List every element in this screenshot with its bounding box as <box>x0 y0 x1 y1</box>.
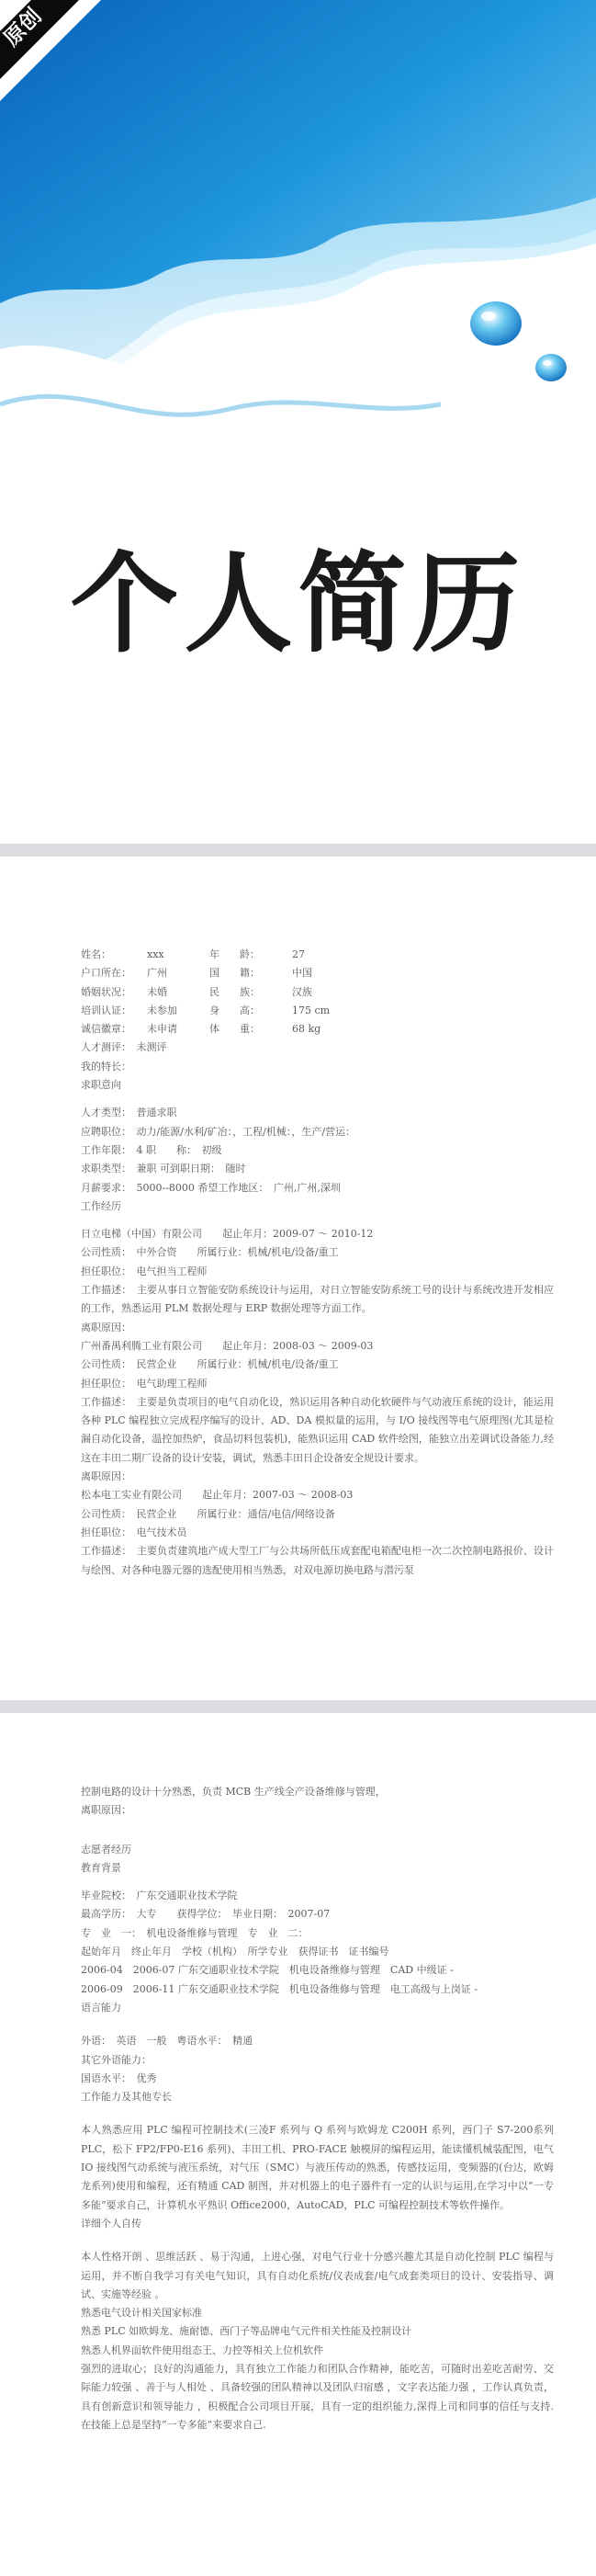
original-badge <box>0 0 101 101</box>
volunteer-title: 志愿者经历 <box>81 1843 131 1855</box>
basic-info-value: 汉族 <box>292 985 312 998</box>
job-reason: 离职原因： <box>81 1470 131 1483</box>
language-list <box>81 2032 554 2088</box>
closing-paragraph: 强烈的进取心；良好的沟通能力，具有独立工作能力和团队合作精神，能吃苦，可随时出差吃苦耐劳、交际能力较强 、善于与人相处 、具备较强的团队精神以及团队归宿感 ，文字表达能力强 ，工作认真负责，具有创新意识和领导能力 ，积极配合公司项目开展，具有一定的组织能力,深得上司和同事的信任与支持.在技能上总是坚持“一专多能”来要求自己. <box>81 2363 554 2431</box>
basic-info-value: xxx <box>147 948 164 960</box>
intention-title: 求职意向 <box>81 1079 121 1092</box>
basic-info-value: 未婚 <box>147 985 167 998</box>
resume-body-2 <box>81 946 554 1580</box>
job-entry <box>81 1225 554 1337</box>
job-nature: 公司性质： 中外合资 所属行业：机械/机电/设备/重工 <box>81 1246 339 1259</box>
intention-list <box>81 1104 554 1197</box>
jobs-list <box>81 1225 554 1580</box>
education-item: 2006-04 2006-07 广东交通职业技术学院 机电设备维修与管理 CAD 中级证 - <box>81 1964 454 1977</box>
language-item: 国语水平： 优秀 <box>81 2071 157 2084</box>
basic-info-row <box>81 1002 554 1020</box>
education-title: 教育背景 <box>81 1861 121 1874</box>
resume-page-3 <box>0 1713 596 2576</box>
tail-line: 熟悉电气设计相关国家标准 <box>81 2307 202 2320</box>
basic-info-label: 民 族： <box>209 985 260 998</box>
basic-info-label: 婚姻状况： <box>81 985 131 998</box>
resume-body-3 <box>81 1783 554 2434</box>
education-item: 2006-09 2006-11 广东交通职业技术学院 机电设备维修与管理 电工高级与上岗证 - <box>81 1982 478 1995</box>
water-drop-large <box>470 301 522 346</box>
job-position: 担任职位： 电气助理工程师 <box>81 1377 208 1390</box>
intention-item: 月薪要求： 5000--8000 希望工作地区： 广州,广州,深圳 <box>81 1181 341 1194</box>
basic-info-label: 身 高： <box>209 1004 260 1016</box>
intention-item: 人才类型： 普通求职 <box>81 1106 177 1119</box>
language-item: 外语： 英语 一般 粤语水平： 精通 <box>81 2035 253 2048</box>
skills-title: 工作能力及其他专长 <box>81 2091 172 2104</box>
intention-item: 应聘职位： 动力/能源/水利/矿冶：，工程/机械：，生产/营运： <box>81 1125 356 1138</box>
job-head: 日立电梯（中国）有限公司 起止年月：2009-07 ～ 2010-12 <box>81 1228 374 1241</box>
continuation-text: 控制电路的设计十分熟悉，负责 MCB 生产线全产设备维修与管理， <box>81 1786 386 1798</box>
job-entry <box>81 1337 554 1486</box>
resume-page-2 <box>0 857 596 1700</box>
self-intro-title: 详细个人自传 <box>81 2217 141 2230</box>
original-badge-text: 原创 <box>0 4 47 51</box>
basic-info-row <box>81 983 554 1002</box>
education-item: 最高学历： 大专 获得学位： 毕业日期： 2007-07 <box>81 1908 331 1921</box>
job-head: 松本电工实业有限公司 起止年月：2007-03 ～ 2008-03 <box>81 1489 354 1502</box>
basic-info-value: 68 kg <box>292 1023 321 1036</box>
education-item: 起始年月 终止年月 学校（机构） 所学专业 获得证书 证书编号 <box>81 1946 389 1958</box>
job-desc: 工作描述： 主要从事日立智能安防系统设计与运用，对日立智能安防系统工号的设计与系统改进开发相应的工作，熟悉运用 PLM 数据处理与 ERP 数据处理等方面工作。 <box>81 1284 554 1315</box>
tail-line: 熟悉人机界面软件使用组态王、力控等相关上位机软件 <box>81 2343 323 2356</box>
specialty: 我的特长： <box>81 1060 131 1072</box>
self-intro-paragraph: 本人性格开朗 、思维活跃 、易于沟通，上进心强，对电气行业十分感兴趣尤其是自动化控制 PLC 编程与运用，并不断自我学习有关电气知识，具有自动化系统/仪表成套/电气成套类项目的设计、安装指导、调试、实施等经验 。 <box>81 2251 554 2300</box>
talent-test: 人才测评： 未测评 <box>81 1041 167 1054</box>
skills-paragraph: 本人熟悉应用 PLC 编程可控制技术(三凌F 系列与 Q 系列与欧姆龙 C200H 系列，西门子 S7-200系列 PLC，松下 FP2/FP0-E16 系列)、丰田工机、PRO-FACE 触模屏的编程运用，能读懂机械装配图，电气 IO 接线图气动系统与液压系统，对气压（SMC）与液压传动的熟悉，传感技运用，变频器的(台达，欧姆龙系列)使用和编程，还有精通 CAD 制图，并对机器上的电子器件有一定的认识与运用,在学习中以“一专多能”要求自己，计算机水平熟识 Office2000，AutoCAD，PLC 可编程控制技术等软件操作。 <box>81 2124 554 2211</box>
job-entry <box>81 1486 554 1579</box>
intention-item: 工作年限： 4 职 称： 初级 <box>81 1143 222 1156</box>
basic-info-value: 未申请 <box>147 1023 177 1036</box>
tail-list <box>81 2304 554 2360</box>
basic-info-label: 国 籍： <box>209 967 260 980</box>
cover-page <box>0 0 596 844</box>
education-item: 毕业院校： 广东交通职业技术学院 <box>81 1889 238 1902</box>
tail-line: 熟悉 PLC 如欧姆龙、施耐德、西门子等品牌电气元件相关性能及控制设计 <box>81 2325 412 2338</box>
experience-title: 工作经历 <box>81 1199 121 1212</box>
resume-title: 个人简历 <box>70 540 526 667</box>
job-reason: 离职原因： <box>81 1321 131 1333</box>
education-item: 专 业 一： 机电设备维修与管理 专 业 二： <box>81 1926 309 1939</box>
basic-info-label: 户口所在： <box>81 967 131 980</box>
water-drop-small <box>535 354 567 381</box>
basic-info-label: 培训认证： <box>81 1004 131 1016</box>
basic-info-label: 诚信徽章： <box>81 1023 131 1036</box>
basic-info-value: 27 <box>292 948 305 960</box>
basic-info-value: 未参加 <box>147 1004 177 1016</box>
basic-info-row <box>81 946 554 964</box>
job-head: 广州番禺利腾工业有限公司 起止年月：2008-03 ～ 2009-03 <box>81 1339 374 1352</box>
basic-info-label: 体 重： <box>209 1023 260 1036</box>
basic-info-value: 广州 <box>147 967 167 980</box>
basic-info-value: 中国 <box>292 967 312 980</box>
basic-info-row <box>81 964 554 982</box>
basic-info-value: 175 cm <box>292 1004 331 1016</box>
basic-info-label: 年 龄： <box>209 948 260 960</box>
language-title: 语言能力 <box>81 2001 121 2014</box>
reason-label: 离职原因： <box>81 1804 131 1817</box>
basic-info-row <box>81 1020 554 1038</box>
intention-item: 求职类型： 兼职 可到职日期： 随时 <box>81 1163 246 1175</box>
basic-info-label: 姓名： <box>81 948 111 960</box>
job-desc: 工作描述： 主要负责建筑地产成大型工厂与公共场所低压成套配电箱配电柜一次二次控制电路报价、设计与绘图、对各种电器元器的选配使用相当熟悉，对双电源切换电路与潜污泵 <box>81 1545 554 1576</box>
job-desc: 工作描述： 主要是负责项目的电气自动化设，熟识运用各种自动化软硬件与气动液压系统的设计，能运用各种 PLC 编程独立完成程序编写的设计、AD、DA 模拟量的运用，与 I/O 接线图等电气原理图(尤其是检漏自动化设备，温控加热炉，食品切料包装机)，能熟识运用 CAD 软件绘图，能独立出差调试设备能力,经这在丰田二期厂设备的设计安装，调试，熟悉丰田日企设备安全规设计要求。 <box>81 1395 554 1464</box>
job-nature: 公司性质： 民营企业 所属行业：机械/机电/设备/重工 <box>81 1358 339 1371</box>
basic-info-list <box>81 946 554 1038</box>
job-position: 担任职位： 电气技术员 <box>81 1526 187 1538</box>
job-position: 担任职位： 电气担当工程师 <box>81 1265 208 1277</box>
language-item: 其它外语能力： <box>81 2053 152 2066</box>
job-nature: 公司性质： 民营企业 所属行业：通信/电信/网络设备 <box>81 1507 335 1520</box>
education-list <box>81 1887 554 1999</box>
